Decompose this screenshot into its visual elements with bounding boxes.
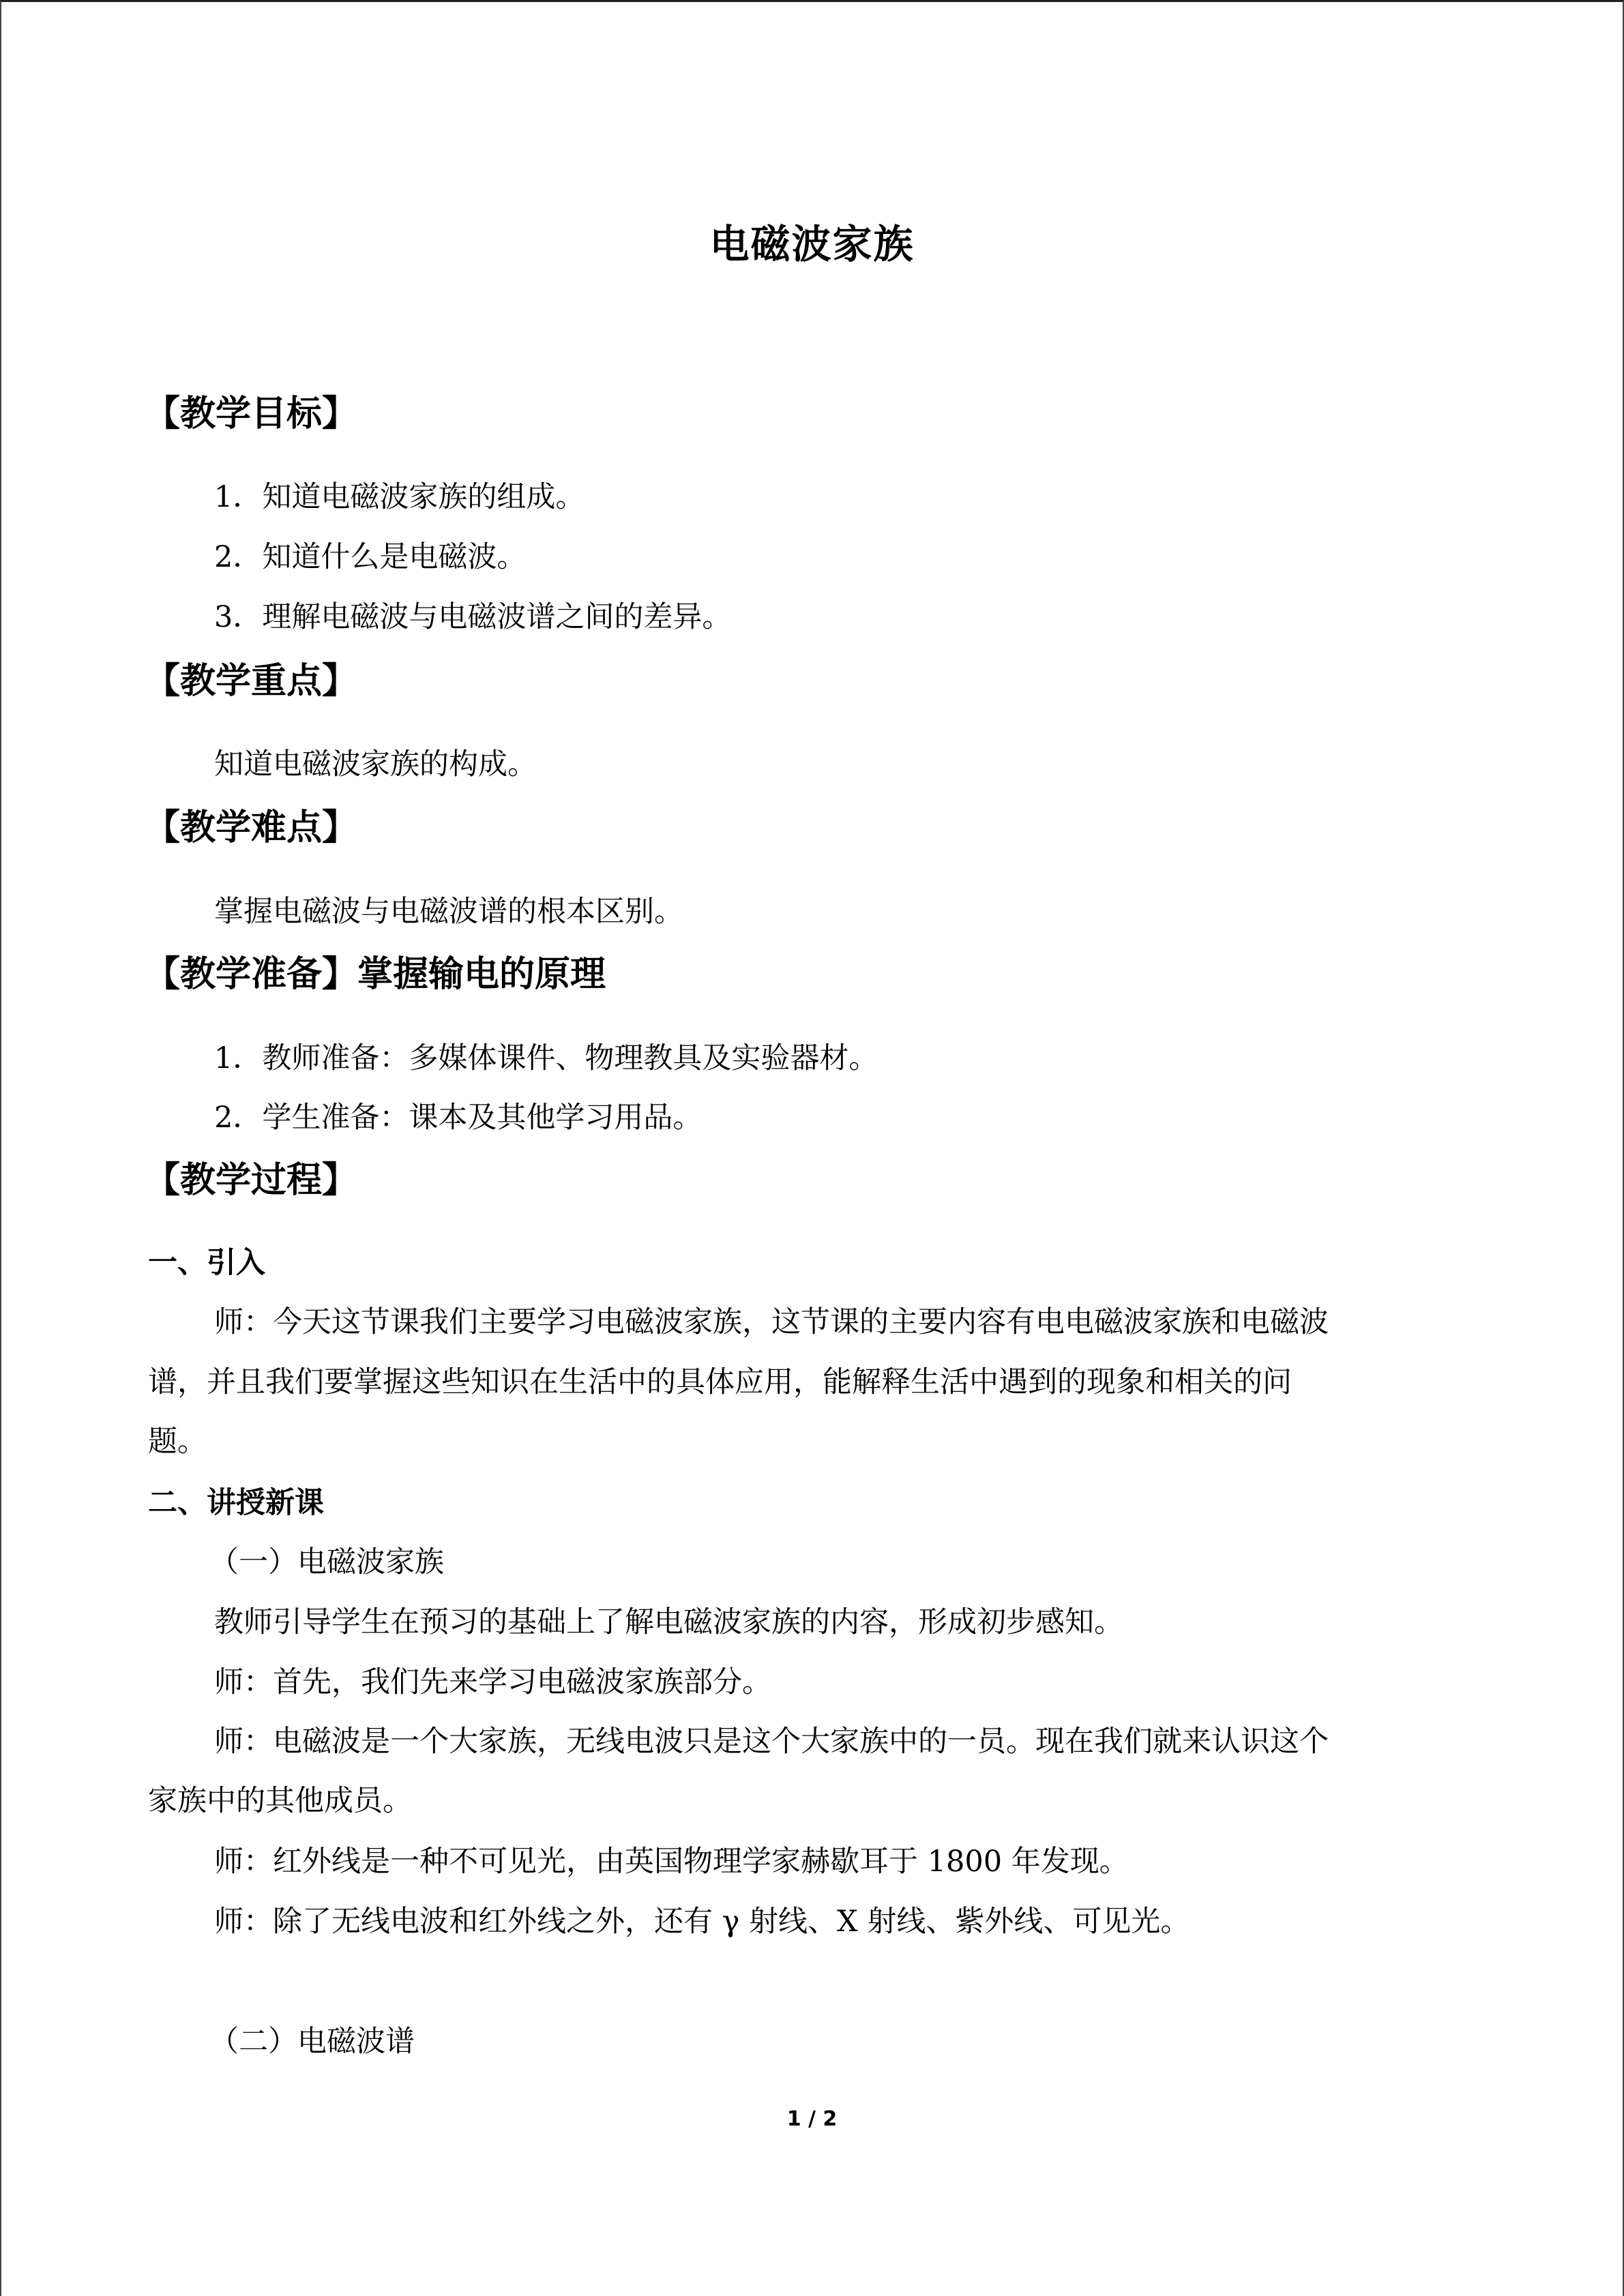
lesson-line: 师：首先，我们先来学习电磁波家族部分。 (214, 1665, 771, 1699)
difficulties-text: 掌握电磁波与电磁波谱的根本区别。 (214, 895, 683, 929)
document-title: 电磁波家族 (709, 221, 915, 267)
key-points-text: 知道电磁波家族的构成。 (214, 747, 537, 781)
lesson-line: 师：红外线是一种不可见光，由英国物理学家赫歇耳于 1800 年发现。 (214, 1845, 1129, 1879)
lesson-line: 师：除了无线电波和红外线之外，还有 γ 射线、X 射线、紫外线、可见光。 (214, 1905, 1190, 1939)
part2-title: （二）电磁波谱 (209, 2025, 415, 2059)
objective-item: 3．理解电磁波与电磁波谱之间的差异。 (214, 600, 732, 634)
lesson-line: 师：电磁波是一个大家族，无线电波只是这个大家族中的一员。现在我们就来认识这个 (214, 1725, 1329, 1759)
preparation-heading: 【教学准备】掌握输电的原理 (145, 954, 606, 995)
intro-line: 题。 (148, 1425, 207, 1459)
intro-line: 师：今天这节课我们主要学习电磁波家族，这节课的主要内容有电电磁波家族和电磁波 (214, 1305, 1329, 1339)
preparation-item: 2．学生准备：课本及其他学习用品。 (214, 1101, 703, 1135)
lesson-line: 家族中的其他成员。 (148, 1784, 412, 1818)
objective-item: 1．知道电磁波家族的组成。 (214, 480, 585, 514)
key-points-heading: 【教学重点】 (145, 661, 358, 702)
objectives-heading: 【教学目标】 (145, 393, 358, 434)
page-number: 1 / 2 (786, 2107, 838, 2131)
new-lesson-heading: 二、讲授新课 (148, 1486, 324, 1520)
intro-line: 谱，并且我们要掌握这些知识在生活中的具体应用，能解释生活中遇到的现象和相关的问 (148, 1365, 1292, 1399)
objective-item: 2．知道什么是电磁波。 (214, 540, 527, 574)
process-heading: 【教学过程】 (145, 1160, 358, 1201)
part1-title: （一）电磁波家族 (209, 1545, 444, 1579)
preparation-item: 1．教师准备：多媒体课件、物理教具及实验器材。 (214, 1041, 879, 1075)
intro-heading: 一、引入 (148, 1246, 265, 1280)
lesson-line: 教师引导学生在预习的基础上了解电磁波家族的内容，形成初步感知。 (214, 1605, 1123, 1639)
difficulties-heading: 【教学难点】 (145, 807, 358, 848)
